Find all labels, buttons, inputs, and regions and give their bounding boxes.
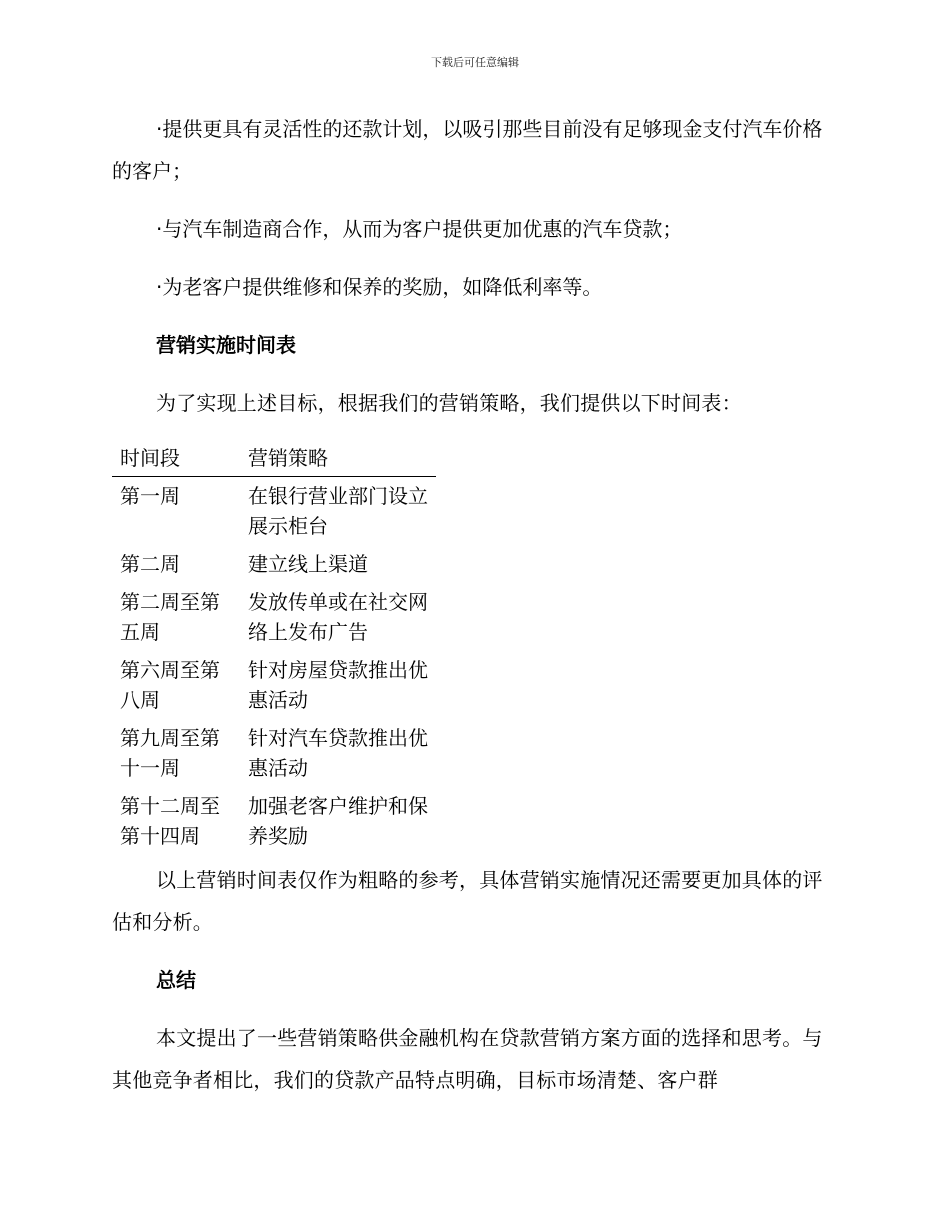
strategy-cell: 针对汽车贷款推出优惠活动 — [248, 726, 428, 780]
table-row — [112, 583, 436, 651]
period-cell: 第二周 — [120, 552, 180, 576]
period-cell: 第一周 — [120, 484, 180, 508]
strategy-cell: 发放传单或在社交网络上发布广告 — [248, 590, 428, 644]
column-header-period: 时间段 — [112, 440, 240, 477]
summary-heading: 总结 — [156, 968, 196, 992]
summary-body: 本文提出了一些营销策略供金融机构在贷款营销方案方面的选择和思考。与其他竞争者相比，我们的贷款产品特点明确，目标市场清楚、客户群 — [112, 1026, 823, 1092]
schedule-table — [112, 440, 436, 855]
period-cell: 第十二周至第十四周 — [120, 794, 220, 848]
schedule-intro: 为了实现上述目标，根据我们的营销策略，我们提供以下时间表： — [156, 391, 742, 415]
column-header-strategy: 营销策略 — [240, 440, 436, 477]
schedule-note: 以上营销时间表仅作为粗略的参考，具体营销实施情况还需要更加具体的评估和分析。 — [112, 868, 823, 934]
table-row — [112, 787, 436, 855]
document-body — [112, 108, 834, 1117]
strategy-cell: 针对房屋贷款推出优惠活动 — [248, 658, 428, 712]
strategy-cell: 在银行营业部门设立展示柜台 — [248, 484, 428, 538]
table-row — [112, 477, 436, 546]
strategy-cell: 建立线上渠道 — [248, 552, 368, 576]
page-header: 下载后可任意编辑 — [431, 56, 519, 69]
period-cell: 第九周至第十一周 — [120, 726, 220, 780]
period-cell: 第二周至第五周 — [120, 590, 220, 644]
bullet-manufacturer-partnership: ·与汽车制造商合作，从而为客户提供更加优惠的汽车贷款； — [156, 217, 683, 241]
period-cell: 第六周至第八周 — [120, 658, 220, 712]
bullet-loyalty-rewards: ·为老客户提供维修和保养的奖励，如降低利率等。 — [156, 275, 603, 299]
schedule-heading: 营销实施时间表 — [156, 333, 296, 357]
schedule-table-header-row — [112, 440, 436, 477]
table-row — [112, 719, 436, 787]
bullet-flexible-repayment: ·提供更具有灵活性的还款计划，以吸引那些目前没有足够现金支付汽车价格的客户； — [112, 117, 823, 183]
strategy-cell: 加强老客户维护和保养奖励 — [248, 794, 428, 848]
table-row — [112, 651, 436, 719]
table-row — [112, 545, 436, 583]
